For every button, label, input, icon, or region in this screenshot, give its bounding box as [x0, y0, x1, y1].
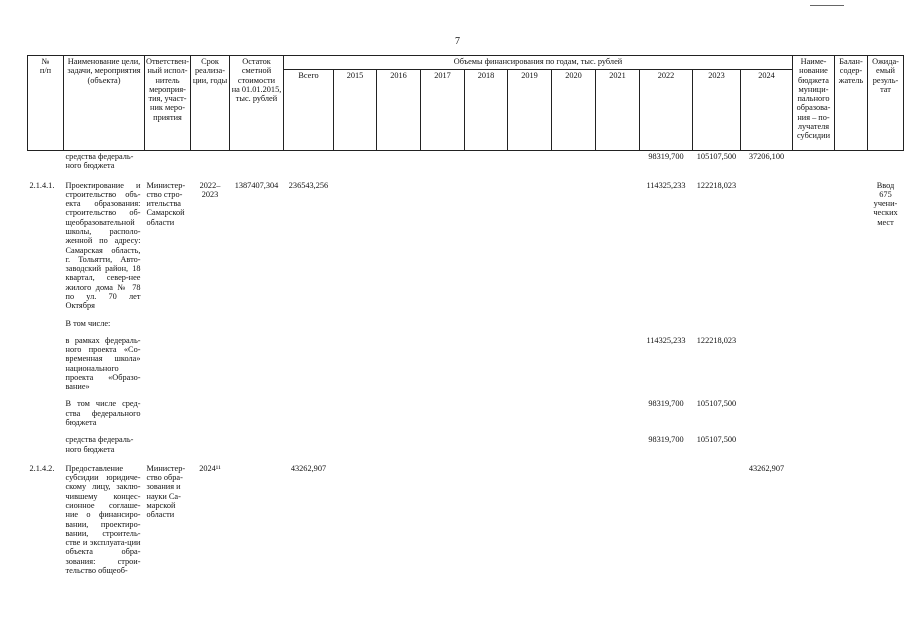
header-year-2018: 2018 [465, 70, 508, 151]
row-result [868, 151, 904, 172]
row-period: 2022– 2023 [199, 180, 221, 199]
header-funding-group: Объемы финансирования по годам, тыс. рублей [284, 56, 793, 70]
row-result: Ввод 675 учени- ческих мест [873, 180, 898, 227]
header-name: Наименование цели, задачи, мероприятия (объекта) [64, 56, 145, 151]
row-2022: 114325,233 [646, 335, 686, 345]
funding-table [27, 55, 904, 576]
header-no: № п/п [28, 56, 64, 151]
row-number [28, 318, 64, 329]
row-2022: 98319,700 [648, 399, 684, 409]
row-total: 43262,907 [290, 463, 327, 473]
row-remainder [230, 151, 284, 172]
header-year-2024: 2024 [741, 70, 793, 151]
row-total [284, 151, 334, 172]
row-number [28, 434, 64, 455]
header-executor: Ответствен- ный испол- нитель мероприя- тия, участ- ник меро- приятия [145, 56, 191, 151]
row-number [28, 398, 64, 428]
header-period: Срок реализа- ции, годы [191, 56, 230, 151]
row-result [868, 463, 904, 576]
row-remainder: 1387407,304 [234, 180, 279, 190]
table-row [28, 151, 904, 172]
row-2023: 122218,023 [696, 180, 737, 190]
table-row [28, 463, 904, 576]
header-remainder: Остаток сметной стоимости на 01.01.2015, тыс. рублей [230, 56, 284, 151]
row-2022 [640, 463, 693, 576]
page-number: 7 [455, 36, 460, 47]
header-year-2023: 2023 [693, 70, 741, 151]
row-total: 236543,256 [288, 180, 329, 190]
header-recipient: Наиме- нование бюджета муници- пального образова- ния – по- лучателя субсидии [793, 56, 835, 151]
row-number: 2.1.4.2. [29, 463, 55, 473]
table-row [28, 398, 904, 428]
row-2023: 122218,023 [696, 335, 737, 345]
header-year-2020: 2020 [552, 70, 596, 151]
row-2023: 105107,500 [696, 435, 737, 445]
header-year-2015: 2015 [334, 70, 377, 151]
header-year-2016: 2016 [377, 70, 421, 151]
row-2023 [693, 463, 741, 576]
header-balance-holder: Балан- содер- жатель [835, 56, 868, 151]
table-row [28, 180, 904, 312]
row-2022: 98319,700 [648, 152, 684, 161]
row-remainder [230, 463, 284, 576]
row-name: средства федераль- ного бюджета [65, 152, 134, 171]
row-period: 2024¹¹ [199, 463, 221, 473]
row-name: В том числе сред-ства федерального бюджета [65, 399, 141, 428]
header-result: Ожида- емый резуль- тат [868, 56, 904, 151]
row-number [28, 335, 64, 393]
header-year-2017: 2017 [421, 70, 465, 151]
row-2023: 105107,500 [696, 399, 737, 409]
row-number [28, 151, 64, 172]
row-name: В том числе: [65, 318, 111, 328]
row-name: средства федераль- ного бюджета [65, 435, 134, 454]
table-row [28, 318, 904, 329]
row-2023: 105107,500 [696, 152, 737, 161]
row-2022: 98319,700 [648, 435, 684, 445]
table-row [28, 335, 904, 393]
row-2024 [741, 180, 793, 312]
row-2022: 114325,233 [646, 180, 686, 190]
row-executor: Министер- ство стро- ительства Самарской области [146, 180, 186, 227]
row-2024: 43262,907 [748, 463, 785, 473]
header-year-2021: 2021 [596, 70, 640, 151]
row-executor [145, 151, 191, 172]
row-2024: 37206,100 [748, 152, 785, 161]
header-year-2022: 2022 [640, 70, 693, 151]
header-total: Всего [284, 70, 334, 151]
row-executor: Министер- ство обра- зования и науки Са- марской области [146, 463, 186, 520]
row-name: Проектирование и строительство объ-екта образования: строительство об-щеобразовательной школы, располо-женной по адресу: Самарская область, г. Тольятти, Авто-заводский район, 18 квартал, север-нее жилого дома № 78 по ул. 70 лет Октября [65, 180, 141, 311]
row-number: 2.1.4.1. [29, 180, 55, 190]
table-row [28, 434, 904, 455]
top-rule [810, 5, 844, 6]
row-period [191, 151, 230, 172]
header-year-2019: 2019 [508, 70, 552, 151]
row-name: в рамках федераль-ного проекта «Со-временная школа» национального проекта «Образо-вание» [65, 335, 141, 392]
row-name: Предоставление субсидии юридиче-скому лицу, заклю-чившему концес-сионное соглаше-ние о финансиро-вании, проектиро-вании, строитель-стве и эксплуата-ции объекта обра-зования: строи-тельство общеоб- [65, 463, 141, 575]
